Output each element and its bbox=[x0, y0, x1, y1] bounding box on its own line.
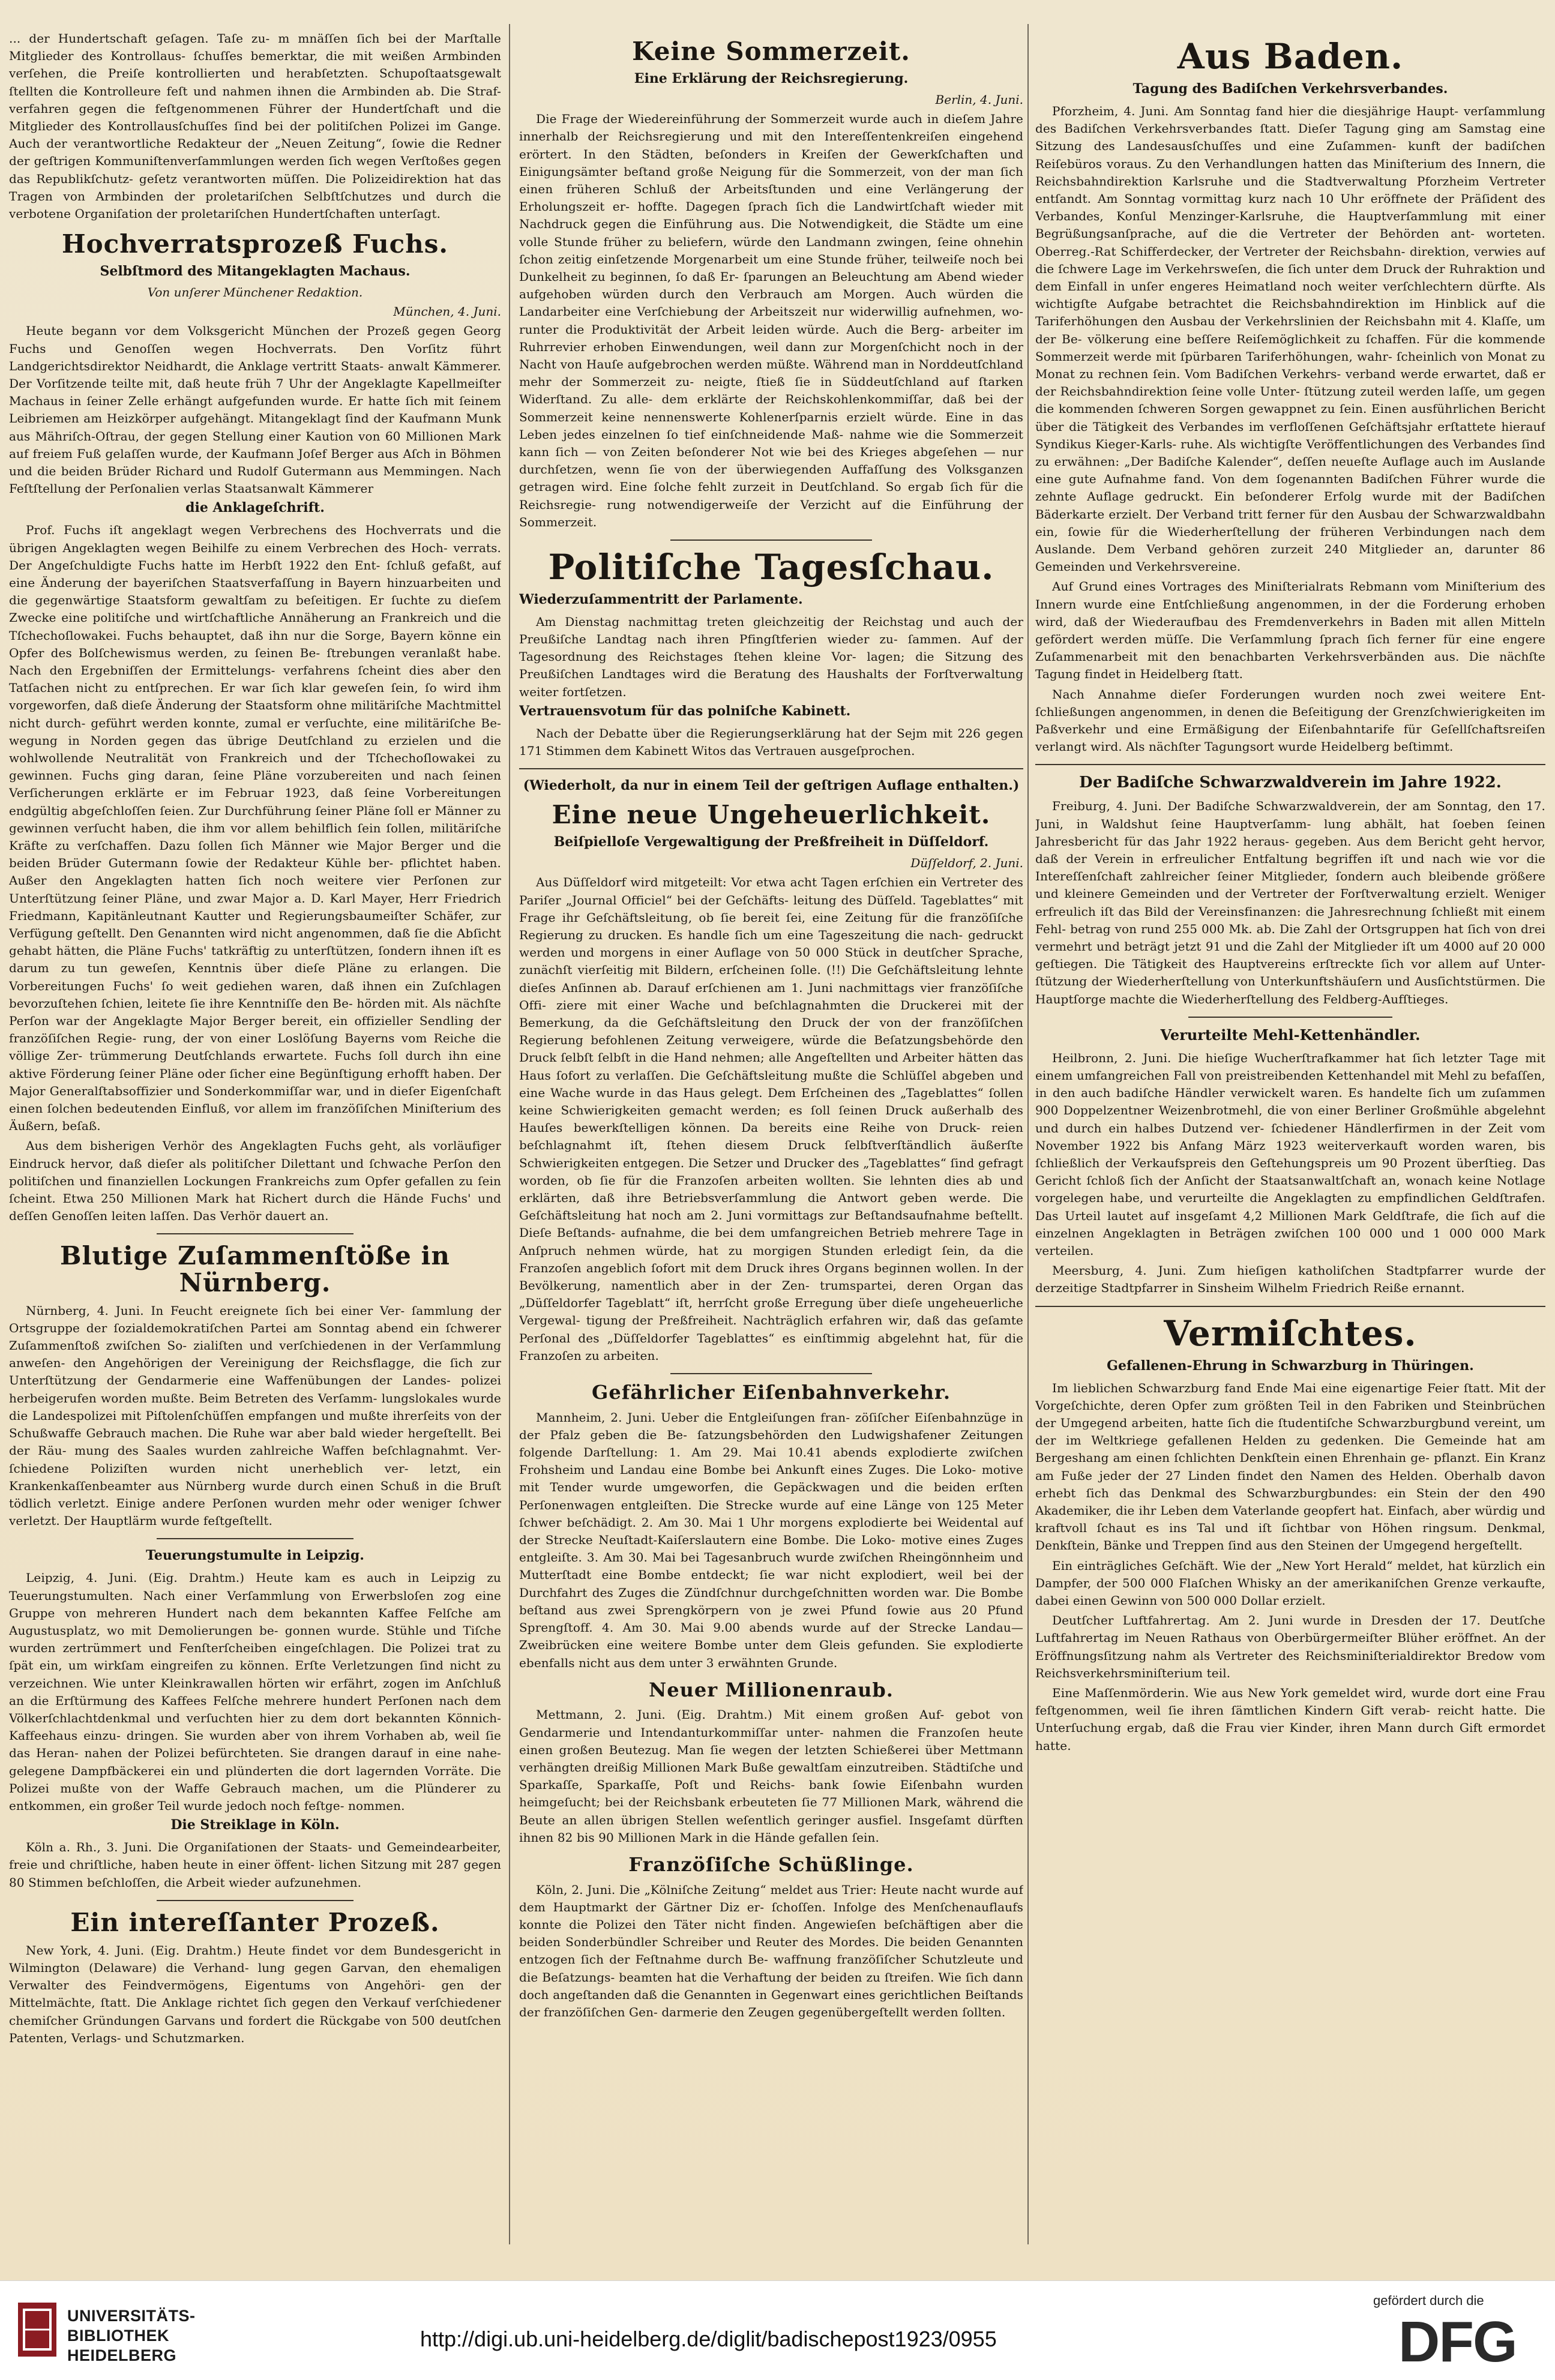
byline: Von unſerer Münchener Redaktion. bbox=[147, 285, 363, 300]
subheadline: Selbſtmord des Mitangeklagten Machaus. bbox=[100, 263, 411, 280]
article-paragraph: New York, 4. Juni. (Eig. Drahtm.) Heute findet vor dem Bundesgericht in Wilmington (Delaware) die Verhand- lung gegen Garvan, den ehemaligen Verwalter des Feindvermögens, Eigentums von Angehöri- gen der Mittelmächte, ſtatt. Die Anklage richtet ſich gegen den Verkauf verſchiedener chemiſcher Gründungen Garvans und fordert die Rückgabe von 500 deutſchen Patenten, Verlags- und Schutzmarken. bbox=[9, 1943, 501, 2045]
article-paragraph: Auf Grund eines Vortrages des Miniſterialrats Rebmann vom Miniſterium des Innern wurde eine Entſchließung angenommen, in der die Forderung erhoben wird, daß der Wiederaufbau des Fremdenverkehrs in Baden mit allen Mitteln gefördert werden müſſe. Die Verſammlung ſprach ſich ferner für eine engere Zuſammenarbeit mit den benachbarten Verkehrsverbänden aus. Die nächſte Tagung findet in Heidelberg ſtatt. bbox=[1035, 579, 1545, 682]
university-library-logo bbox=[18, 2303, 56, 2357]
separator bbox=[1035, 764, 1545, 765]
headline-eisenbahnverkehr: Gefährlicher Eiſenbahnverkehr. bbox=[592, 1381, 951, 1404]
article-paragraph: Heilbronn, 2. Juni. Die hieſige Wucherſtrafkammer hat ſich letzter Tage mit einem umfangreichen Fall von preistreibenden Kettenhandel mit Mehl zu befaſſen, in den auch badiſche Händler verwickelt waren. Es handelte ſich um zuſammen 900 Doppelzentner Weizenbrotmehl, die von einer Berliner Großmühle abgelehnt und durch ein halbes Dutzend ver- ſchiedener Händlerfirmen in der Zeit vom November 1922 bis Anfang März 1923 weiterverkauft worden waren, bis ſchließlich der Verkaufspreis den Geſtehungspreis um 90 Prozent überſtieg. Das Gericht ſchloß ſich der Anſicht der Staatsanwaltſchaft an, wonach keine Notlage vorgelegen habe, und verurteilte die Angeklagten zu empfindlichen Geldſtrafen. Das Urteil lautet auf insgeſamt 4,2 Millionen Mark Geldſtrafe, die ſich auf die einzelnen Angeklagten in Beträgen zwiſchen 100 000 und 1 000 000 Mark verteilen. bbox=[1035, 1050, 1545, 1258]
article-paragraph: Nach Annahme dieſer Forderungen wurden noch zwei weitere Ent- ſchließungen angenommen, in denen die Beſeitigung der Grenzſchwierigkeiten im Paßverkehr und eine Ermäßigung der Eiſenbahntarife für Geſellſchaftsreiſen verlangt wird. Als nächſter Tagungsort wurde Heidelberg beſtimmt. bbox=[1035, 687, 1545, 754]
headline-schwarzwaldverein: Der Badiſche Schwarzwaldverein im Jahre 1922. bbox=[1079, 774, 1502, 792]
subheadline: Gefallenen-Ehrung in Schwarzburg in Thüringen. bbox=[1107, 1357, 1474, 1374]
article-paragraph: Im lieblichen Schwarzburg fand Ende Mai eine eigenartige Feier ſtatt. Mit der Vorgeſchichte, deren Opfer zum größten Teil in den Fabriken und Steinbrüchen der Umgegend arbeiten, hatte ſich die ſtudentiſche Schwarzburgbund vereint, um der im Weltkriege gefallenen Helden zu gedenken. Die Gemeinde hat am Bergeshang am einen ſchlichten Denkſtein einen Ehrenhain ge- pflanzt. Ein Kranz am Fuße jeder der 27 Linden findet den Namen des Helden. Oberhalb davon erhebt ſich das Denkmal des Schwarzburgbundes: ein Stein der den 490 Akademiker, die ihr Leben dem Vaterlande geopfert hat. Einfach, aber würdig und kraftvoll ſchaut es ins Tal und iſt ſichtbar von Höhen ringsum. Denkmal, Denkſtein, Bänke und Treppen ſind aus den Steinen der Umgegend hergeſtellt. bbox=[1035, 1380, 1545, 1553]
headline-ungeheuerlichkeit: Eine neue Ungeheuerlichkeit. bbox=[552, 800, 991, 830]
article-paragraph: Meersburg, 4. Juni. Zum hieſigen katholiſchen Stadtpfarrer wurde der derzeitige Stadtpfarrer in Sinsheim Wilhelm Friedrich Reiße ernannt. bbox=[1035, 1263, 1545, 1296]
column-rule bbox=[509, 24, 510, 2244]
headline-prozess: Ein intereſſanter Prozeß. bbox=[70, 1907, 440, 1937]
separator bbox=[157, 1233, 353, 1234]
subheadline: Eine Erklärung der Reichsregierung. bbox=[634, 71, 909, 87]
viewer-footer bbox=[0, 2280, 1555, 2380]
headline-leipzig: Teuerungstumulte in Leipzig. bbox=[146, 1548, 364, 1564]
article-paragraph: Aus Düſſeldorf wird mitgeteilt: Vor etwa acht Tagen erſchien ein Vertreter des Pariſer „Journal Officiel“ bei der Geſchäfts- leitung des Düſſeld. Tageblattes“ mit Frage ihr Geſchäftsleitung, ob ſie bereit ſei, eine Zeitung für die franzöſiſche Regierung zu drucken. Es handle ſich um eine Tageszeitung die nach- gedruckt werden und morgens in einer Auflage von 50 000 Stück in deutſcher Sprache, zunächſt vierſeitig mit Bildern, erſcheinen ſolle. (!!) Die Geſchäftsleitung lehnte dieſes Anſinnen ab. Darauf erſchienen am 1. Juni nachmittags vier franzöſiſche Offi- ziere mit einer Wache und beſchlagnahmten die Druckerei mit der Bemerkung, da die Geſchäftsleitung den Druck der von der franzöſiſchen Regierung befohlenen Zeitung verweigere, würde die Beſatzungsbehörde den Druck ſelbſt ſelbſt in die Hand nehmen; alle Angeſtellten und Arbeiter hätten das Haus ſofort zu verlaſſen. Die Geſchäftsleitung mußte die Schlüſſel abgeben und eine Wache wurde in das Haus gelegt. Dem Erſcheinen des „Tageblattes“ ſollen keine Schwierigkeiten gemacht werden; es ſoll ſeinen Druck außerhalb des Hauſes bewerkſtelligen können. Da bereits eine Reihe von Druck- reien beſchlagnahmt iſt, ſtehen diesem Druck ſelbſtverſtändlich äußerſte Schwierigkeiten entgegen. Die Setzer und Drucker des „Tageblattes“ ſind gefragt worden, ob ſie für die Franzoſen arbeiten wollten. Sie lehnten dies ab und erklärten, daß ihre Betriebsverſammlung die Antwort geben werde. Die Geſchäftsleitung hat noch am 2. Juni vormittags zur Beſtandsaufnahme beſtellt. Dieſe Beſtands- aufnahme, die bei dem umfangreichen Betrieb mehrere Tage in Anſpruch nehmen würde, hat zu morgigen Stunden erledigt ſein, da die Franzoſen angeblich ſofort mit dem Druck ihres Organs beginnen wollen. In der Bevölkerung, namentlich aber in der Zen- trumspartei, deren Organ das „Düſſeldorfer Tageblatt“ iſt, herrſcht große Erregung über dieſe ungeheuerliche Vergewal- tigung der Preßfreiheit. Nachträglich erfahren wir, daß das geſamte Perſonal des „Düſſeldorfer Tageblattes“ es einſtimmig abgelehnt hat, für die Franzoſen zu arbeiten. bbox=[519, 875, 1023, 1363]
column-rule bbox=[1027, 24, 1029, 2244]
headline-schuesslinge: Franzöſiſche Schüßlinge. bbox=[628, 1853, 914, 1876]
document-url-link[interactable]: http://digi.ub.uni-heidelberg.de/diglit/badischepost1923/0955 bbox=[420, 2327, 997, 2351]
article-paragraph: Am Dienstag nachmittag treten gleichzeitig der Reichstag und auch der Preußiſche Landtag nach ihren Pfingſtferien wieder zu- ſammen. Auf der Tagesordnung des Reichstages ſtehen kleine Vor- lagen; die Sitzung des Preußiſchen Landtages wird die Beratung des Haushalts der Forſtverwaltung weiter fortſetzen. bbox=[519, 614, 1023, 699]
article-paragraph: Köln a. Rh., 3. Juni. Die Organiſationen der Staats- und Gemeindearbeiter, freie und chriſtliche, haben heute in einer öffent- lichen Sitzung mit 287 gegen 80 Stimmen beſchloſſen, die Arbeit wieder aufzunehmen. bbox=[9, 1840, 501, 1890]
column-right bbox=[1035, 30, 1545, 2244]
article-paragraph: Nach der Debatte über die Regierungserklärung hat der Sejm mit 226 gegen 171 Stimmen dem Kabinett Witos das Vertrauen ausgeſprochen. bbox=[519, 726, 1023, 759]
headline-koeln: Die Streiklage in Köln. bbox=[170, 1817, 340, 1833]
subheadline: Beiſpielloſe Vergewaltigung der Preßfreiheit in Düſſeldorf. bbox=[553, 834, 989, 850]
headline-kettenhaendler: Verurteilte Mehl-Kettenhändler. bbox=[1160, 1026, 1421, 1044]
headline-nuernberg: Blutige Zuſammenſtöße in Nürnberg. bbox=[60, 1241, 450, 1297]
article-paragraph: Mettmann, 2. Juni. (Eig. Drahtm.) Mit einem großen Auf- gebot von Gendarmerie und Intendanturkommiſſar unter- nahmen die Franzoſen heute einen großen Beutezug. Man ſie wegen der letzten Schießerei über Mettmann verhängten dreißig Millionen Mark Buße gewaltſam einzutreiben. Städtiſche und Sparkaſſe, Sparkaſſe, Poſt und Reichs- bank ſowie Eiſenbahn wurden heimgeſucht; bei der Reichsbank erbeuteten ſie 77 Millionen Mark, während die Beute an allen übrigen Stellen weſentlich geringer ausfiel. Insgeſamt dürften ihnen 82 bis 90 Millionen Mark in die Hände gefallen ſein. bbox=[519, 1707, 1023, 1845]
separator bbox=[157, 1538, 353, 1539]
university-library-name: UNIVERSITÄTS- BIBLIOTHEK HEIDELBERG bbox=[67, 2307, 196, 2364]
separator bbox=[670, 539, 872, 541]
separator bbox=[1188, 1017, 1392, 1018]
article-intro: ... der Hundertschaft geſagen. Taſe zu- m mnäſſen ſich bei der Marſtalle Mitglieder des Kontrollaus- ſchuſſes bemerktar, die mit weißen Armbinden verſehen, die Preiſe kontrollierten und herabſetzten. Schupoſtaatsgewalt ſtellten die Kontrolleure feſt und nahmen ihnen die Armbinden ab. Die Straf- verfahren gegen die feſtgenommenen Führer der Hundertſchaft und die Mitglieder des Kontrollausſchuſſes ſind bei der politiſchen Polizei im Gange. Auch der verantwortliche Redakteur der „Neuen Zeitung“, ſowie die Redner der geſtrigen Kommuniſtenverſammlungen werden ſich wegen Verſtoßes gegen das Republikſchutz- geſetz verantworten müſſen. Die Polizeidirektion hat das Tragen von Armbinden der proletariſchen Selbſtſchutzes und durch die verbotene Organiſation der proletariſchen Hundertſchaften unterſagt. bbox=[9, 31, 501, 221]
subheadline: Tagung des Badiſchen Verkehrsverbandes. bbox=[1132, 80, 1448, 97]
article-paragraph: Deutſcher Luftfahrertag. Am 2. Juni wurde in Dresden der 17. Deutſche Luftfahrertag im Neuen Rathaus von Oberbürgermeiſter Blüher eröffnet. An der Eröffnungsſitzung nahm als Vertreter des Reichsminiſterialdirektor Bredow vom Reichsverkehrsminiſterium teil. bbox=[1035, 1613, 1545, 1680]
article-paragraph: Aus dem bisherigen Verhör des Angeklagten Fuchs geht, als vorläufiger Eindruck hervor, daß dieſer als politiſcher Dilettant und ſchwache Perſon den politiſchen und finanziellen Lockungen Frankreichs zum Opfer gefallen zu ſein ſcheint. Etwa 250 Millionen Mark hat Richert durch die Hände Fuchs' und deſſen Genoſſen leiten laſſen. Das Verhör dauert an. bbox=[9, 1138, 501, 1224]
dfg-logo: DFG bbox=[1398, 2310, 1517, 2374]
article-paragraph: Pforzheim, 4. Juni. Am Sonntag fand hier die diesjährige Haupt- verſammlung des Badiſchen Verkehrsverbandes ſtatt. Dieſer Tagung ging am Samstag eine Sitzung des Landesausſchuſſes und eine Zuſammen- kunft der badiſchen Reiſebüros voraus. Zu den Verhandlungen hatten das Miniſterium des Innern, die Reichsbahndirektion Karlsruhe und die Stadtverwaltung Pforzheim Vertreter entſandt. Am Sonntag vormittag kurz nach 10 Uhr eröffnete der Präſident des Verbandes, Konſul Menzinger-Karlsruhe, die Hauptverſammlung mit einer Begrüßungsanſprache, auf die die Vertreter der Behörden ant- worteten. Oberreg.-Rat Schifferdecker, der Vertreter der Reichsbahn- direktion, verwies auf die ſchwere Lage im Verkehrsweſen, die ſich unter dem Druck der Ruhraktion und dem Einfall in unſer engeres Heimatland noch weiter verſchlechtern dürfte. Als wichtigſte Aufgabe betrachtet die Reichsbahndirektion im Hinblick auf die Tariferhöhungen den Ausbau der Verkehrslinien der Reichsbahn mit 4. Klaſſe, um der Be- völkerung eine beſſere Reiſemöglichkeit zu ſchaffen. Für die kommende Sommerzeit werde mit ſpürbaren Tariferhöhungen, wahr- ſcheinlich von Monat zu Monat zu rechnen ſein. Vom Badiſchen Verkehrs- verband werde erwartet, daß er der Reichsbahndirektion ſeine volle Unter- ſtützung zuteil werden laſſe, um gegen die kommenden ſchweren Sorgen gewappnet zu ſein. Einen ausführlichen Bericht über die Tätigkeit des Verbandes im verfloſſenen Geſchäftsjahr erſtattete hierauf Syndikus Kieger-Karls- ruhe. Als wichtigſte Veröffentlichungen des Verbandes ſind zu erwähnen: „Der Badiſche Kalender“, deſſen neueſte Auflage auch im Auslande eine gute Aufnahme fand. Von dem ſogenannten Badiſchen Führer wurde die zehnte Auflage gedruckt. Ein beſonderer Erfolg wurde mit der Badiſchen Bäderkarte erzielt. Der Verband tritt ferner für den Ausbau der Schwarzwaldbahn ein, ſowie für die Wiederherſtellung der früheren Verbindungen nach dem Auslande. Dem Verband gehören zurzeit 240 Mitglieder an, darunter 86 Gemeinden und Verkehrsvereine. bbox=[1035, 103, 1545, 574]
article-paragraph: Prof. Fuchs iſt angeklagt wegen Verbrechens des Hochverrats und die übrigen Angeklagten wegen Beihilfe zu einem Verbrechen des Hoch- verrats. Der Angeſchuldigte Fuchs hatte im Herbſt 1922 den Ent- ſchluß gefaßt, auf eine Änderung der bayeriſchen Staatsverfaſſung in Bayern hinzuarbeiten und die gegenwärtige Staatsform gewaltſam zu beſeitigen. Er ſuchte zu dieſem Zwecke eine politiſche und wirtſchaftliche Annäherung an Frankreich und die Tſchechoſlowakei. Fuchs behauptet, daß ihn nur die Sorge, Bayern könne ein Opfer des Bolſchewismus werden, zu ſeinen Be- ſtrebungen veranlaßt habe. Nach den Ergebniſſen der Ermittelungs- verfahrens ſcheint dies aber den Tatſachen nicht zu entſprechen. Er war ſich klar geweſen ſein, ſo wird ihm vorgeworfen, daß dieſe Änderung der Staatsform ohne militäriſche Machtmittel nicht durch- geführt werden konnte, zumal er verſuchte, eine militäriſche Be- wegung in Norden gegen das übrige Deutſchland zu erzielen und die wohlwollende Neutralität von Frankreich und der Tſchechoſlowakei zu gewinnen. Fuchs ging daran, ſeine Pläne vorzubereiten und nach ſeinen Verſicherungen erklärte er im Februar 1923, daß ſeine Vorbereitungen endgültig abgeſchloſſen ſeien. Zur Durchführung ſeiner Pläne ſoll er Männer zu gewinnen verſucht haben, die ihm vor allem behilflich ſein ſollen, militäriſche Kräfte zu verſchaffen. Dazu ſollen ſich Männer wie Major Berger und die beiden Brüder Gutermann ſowie der Redakteur Kühle ber- pflichtet haben. Außer den Angeklagten hatten ſich noch weitere vier Perſonen zur Unterſtützung ſeiner Pläne, und zwar Major a. D. Karl Mayer, Herr Friedrich Friedmann, Kapitänleutnant Kautter und Regierungsbaumeiſter Schäfer, zur Verfügung geſtellt. Den Genannten wird nicht angenommen, daß ſie die Abſicht gehabt hätten, die Pläne Fuchs' tatkräftig zu unterſtützen, ſondern ihnen iſt es darum zu tun geweſen, Kenntnis über dieſe Pläne zu erlangen. Die Vorbereitungen Fuchs' ſo weit gediehen waren, daß ihnen ein Zuſchlagen bevorzuſtehen ſchien, leitete ſie ihre Kenntniſſe den Be- hörden mit. Als nächſte Perſon war der Angeklagte Major Berger bereit, ein offizieller Sendling der franzöſiſchen Regie- rung, der von einer Loslöſung Bayerns vom Reiche die völlige Zer- trümmerung Deutſchlands erwartete. Fuchs ſoll durch ihn eine aktive Förderung ſeiner Pläne oder ſicher eine Begünſtigung erhofft haben. Der Major Generalſtabsoffizier und Sonderkommiſſar war, und in dieſer Eigenſchaft einen ſolchen bedeutenden Einfluß, vor allem im franzöſiſchen Miniſterium des Äußern, beſaß. bbox=[9, 523, 501, 1134]
subheadline: Vertrauensvotum für das polniſche Kabinett. bbox=[519, 703, 851, 719]
separator bbox=[157, 1900, 353, 1901]
headline-sommerzeit: Keine Sommerzeit. bbox=[632, 37, 910, 66]
headline-tagesschau: Politiſche Tagesſchau. bbox=[548, 546, 994, 587]
article-paragraph: Freiburg, 4. Juni. Der Badiſche Schwarzwaldverein, der am Sonntag, den 17. Juni, in Waldshut ſeine Hauptverſamm- lung abhält, hat ſoeben ſeinen Jahresbericht für das Jahr 1922 heraus- gegeben. Aus dem Bericht geht hervor, daß der Verein in erfreulicher Entfaltung begriffen iſt und nach wie vor die Intereſſenſchaft zahlreicher ſeiner Mitglieder, ſondern auch bleibende größere und kleinere Gemeinden und der Vertreter der Forſtverwaltung erzielt. Weniger erfreulich iſt das Bild der Vereinsfinanzen: die Jahresrechnung ſchließt mit einem Fehl- betrag von rund 255 000 Mk. ab. Die Zahl der Ortsgruppen hat ſich von drei vermehrt und beträgt jetzt 91 und die Zahl der Mitglieder iſt um 4000 auf 20 000 geſtiegen. Die Tätigkeit des Hauptvereins erſtreckte ſich vor allem auf Unter- ſtützung der Wiederherſtellung von Unterkunftshäuſern und Ausſichtstürmen. Die Hauptſorge machte die Wiederherſtellung des Feldberg-Aufſtieges. bbox=[1035, 799, 1545, 1006]
dateline: Berlin, 4. Juni. bbox=[935, 92, 1023, 107]
headline-hochverratsprozess: Hochverratsprozeß Fuchs. bbox=[61, 229, 449, 259]
headline-millionenraub: Neuer Millionenraub. bbox=[649, 1678, 894, 1701]
note-repeated: (Wiederholt, da nur in einem Teil der geſtrigen Auflage enthalten.) bbox=[523, 778, 1020, 794]
subheadline: die Anklageſchrift. bbox=[185, 500, 325, 516]
funding-note: gefördert durch die bbox=[1373, 2293, 1484, 2308]
article-paragraph: Mannheim, 2. Juni. Ueber die Entgleiſungen fran- zöſiſcher Eiſenbahnzüge in der Pfalz geben die Be- ſatzungsbehörden den Ludwigshafener Zeitungen folgende Darſtellung: 1. Am 29. Mai 10.41 abends explodierte zwiſchen Frohsheim und Landau eine Bombe bei Ankunft eines Zuges. Die Loko- motive mit Tender wurde umgeworfen, die Gepäckwagen und die beiden erſten Perſonenwagen entgleiſten. Die Strecke wurde auf eine Länge von 125 Meter ſchwer beſchädigt. 2. Am 30. Mai 1 Uhr morgens explodierte bei Weidental auf der Strecke Neuſtadt-Kaiſerslautern eine Bombe. Die Loko- motive eines Zuges entgleiſte. 3. Am 30. Mai bei Tagesanbruch wurde zwiſchen Rheingönnheim und Mutterſtadt eine Bombe entdeckt; ſie war nicht explodiert, weil bei der Durchfahrt des Zuges die Zündſchnur durchgeſchnitten worden war. Die Bombe beſtand aus zwei Sprengkörpern von je zwei Pfund ſowie aus 20 Pfund Sprengſtoff. 4. Am 30. Mai 9.00 abends wurde auf der Strecke Landau— Zweibrücken eine weitere Bombe unter dem Gleis gefunden. Sie explodierte ebenfalls nicht aus dem unter 3 erwähnten Grunde. bbox=[519, 1410, 1023, 1670]
dateline: Düſſeldorf, 2. Juni. bbox=[910, 856, 1023, 871]
dateline: München, 4. Juni. bbox=[393, 304, 501, 319]
column-middle bbox=[519, 30, 1023, 2244]
subheadline: Wiederzuſammentritt der Parlamente. bbox=[519, 591, 803, 607]
column-left bbox=[9, 30, 501, 2244]
article-paragraph: Ein einträgliches Geſchäft. Wie der „New Yort Herald“ meldet, hat kürzlich ein Dampfer, der 500 000 Flaſchen Whisky an der amerikaniſchen Grenze verkaufte, dabei einen Gewinn von 500 000 Dollar erzielt. bbox=[1035, 1558, 1545, 1608]
separator bbox=[670, 1373, 872, 1374]
article-paragraph: Eine Maſſenmörderin. Wie aus New York gemeldet wird, wurde dort eine Frau feſtgenommen, weil ſie ihren ſämtlichen Kindern Gift verab- reicht hatte. Die Unterſuchung ergab, daß die Frau vier Kinder, ihren Mann durch Gift ermordet hatte. bbox=[1035, 1686, 1545, 1753]
article-paragraph: Leipzig, 4. Juni. (Eig. Drahtm.) Heute kam es auch in Leipzig zu Teuerungstumulten. Nach einer Verſammlung von Erwerbsloſen zog eine Gruppe von mehreren Hundert nach dem bekannten Kaffee Felſche am Augustusplatz, wo mit Demolierungen be- gonnen wurde. Stühle und Tiſche wurden zertrümmert und Fenſterſcheiben eingeſchlagen. Die Polizei trat zu ſpät ein, um wirkſam eingreifen zu können. Erſte Verletzungen ſind nicht zu verzeichnen. Wie unter Kleinkrawallen hörten wir erfährt, zogen im Anſchluß an die Erſtürmung des Kaffees Felſche mehrere hundert Perſonen nach dem Völkerſchlachtdenkmal und verſuchten hier zu dem dort bekannten Könnich-Kaffeehaus einzu- dringen. Sie wurden aber von ihrem Vorhaben ab, weil ſie das Heran- nahen der Polizei befürchteten. Sie drangen darauf in eine nahe- gelegene Dampfbäckerei ein und plünderten die dort lagernden Vorräte. Die Polizei mußte von der Waffe Gebrauch machen, um die Plünderer zu entkommen, ein großer Teil wurde jedoch noch feſtge- nommen. bbox=[9, 1570, 501, 1813]
headline-vermischtes: Vermiſchtes. bbox=[1164, 1312, 1417, 1354]
separator bbox=[1035, 1306, 1545, 1307]
headline-aus-baden: Aus Baden. bbox=[1177, 36, 1404, 77]
article-paragraph: Nürnberg, 4. Juni. In Feucht ereignete ſich bei einer Ver- ſammlung der Ortsgruppe der ſozialdemokratiſchen Partei am Sonntag abend ein ſchwerer Zuſammenſtoß zwiſchen So- zialiſten und verſchiedenen in der Verſammlung anweſen- den Angehörigen der Vereinigung der Reichsflagge, die ſich zur Unterſtützung der Gendarmerie eine Waffenübungen der Landes- polizei herbeigerufen worden mußte. Beim Betreten des Verſamm- lungslokales wurde die Landespolizei mit Piſtolenſchüſſen empfangen und mußte ihrerſeits von der Schußwaffe Gebrauch machen. Die Ruhe war aber bald wieder hergeſtellt. Bei der Räu- mung des Saales wurden zahlreiche Waffen beſchlagnahmt. Ver- ſchiedene Poliziſten wurden nicht unerheblich ver- letzt, ein Krankenkaſſenbeamter aus Nürnberg wurde durch einen Schuß in die Bruſt tödlich verletzt. Einige andere Perſonen wurden mehr oder weniger ſchwer verletzt. Der Hauptlärm wurde feſtgeſtellt. bbox=[9, 1303, 501, 1528]
article-paragraph: Die Frage der Wiedereinführung der Sommerzeit wurde auch in dieſem Jahre innerhalb der Reichsregierung und mit den Intereſſentenkreiſen eingehend erörtert. In den Städten, beſonders in Kreiſen der Gewerkſchaften und Einigungsämter beſtand große Neigung für die Sommerzeit, von der man ſich einen früheren Schluß der Arbeitsſtunden und eine Verlängerung der Erholungszeit er- hoffte. Dagegen ſprach ſich die Landwirtſchaft wieder mit Nachdruck gegen die Einführung aus. Die Notwendigkeit, die Städte um eine volle Stunde früher zu beliefern, würde den Landmann zwingen, ſeine ohnehin ſchon zeitig einſetzende Morgenarbeit um eine Stunde früher, teilweiſe noch bei Dunkelheit zu beginnen, ſo daß Er- ſparungen an Beleuchtung am Abend wieder aufgehoben würden durch den Verbrauch am Morgen. Auch würden die Landarbeiter eine Verſchiebung der Arbeitszeit nur widerwillig aufnehmen, wo- runter die Produktivität der Arbeit leiden würde. Auch die Berg- arbeiter im Ruhrrevier erhoben Einwendungen, weil dann zur Morgenſchicht noch in der Nacht von Hauſe aufgebrochen werden müßte. Während man in Norddeutſchland mehr der Sommerzeit zu- neigte, ſtieß ſie in Süddeutſchland auf ſtarken Widerſtand. Zu alle- dem erklärte der Reichskohlenkommiſſar, daß bei der Sommerzeit keine nennenswerte Kohlenerſparnis erzielt würde. Eine in das Leben jedes einzelnen ſo tief einſchneidende Maß- nahme wie die Sommerzeit kann ſich — von Zeiten beſonderer Not wie bei des Krieges abgeſehen — nur durchſetzen, wenn ſie von der überwiegenden Auffaſſung des Volksganzen getragen wird. Eine ſolche fehlt zurzeit in Deutſchland. So ergab ſich für die Reichsregie- rung notwendigerweiſe der Verzicht auf die Einführung der Sommerzeit. bbox=[519, 112, 1023, 529]
separator bbox=[519, 768, 1023, 769]
article-paragraph: Köln, 2. Juni. Die „Kölniſche Zeitung“ meldet aus Trier: Heute nacht wurde auf dem Hauptmarkt der Gärtner Diz er- ſchoſſen. Infolge des Menſchenauflaufs konnte die Polizei den Täter nicht finden. Angewieſen beſchäftigen aber die beiden Sonderbündler Schreiber und Reuter des Mordes. Die beiden Genannten entzogen ſich der Feſtnahme durch Be- waffnung franzöſiſcher Schutzleute und die Beſatzungs- beamten hat die Verhaftung der beiden zu ſtreifen. Wie ſich dann doch angeſtanden daß die Genannten in Gegenwart eines gerichtlichen Beiſtands der franzöſiſchen Gen- darmerie den Zeugen gegenübergeſtellt werden ſollten. bbox=[519, 1882, 1023, 2019]
article-paragraph: Heute begann vor dem Volksgericht München der Prozeß gegen Georg Fuchs und Genoſſen wegen Hochverrats. Den Vorſitz führt Landgerichtsdirektor Neidhardt, die Anklage vertritt Staats- anwalt Kämmerer. Der Vorſitzende teilte mit, daß heute früh 7 Uhr der Angeklagte Kapellmeiſter Machaus in ſeiner Zelle erhängt aufgefunden wurde. Er hatte ſich mit ſeinem Leibriemen am Heizkörper aufgehängt. Mitangeklagt ſind der Kaufmann Munk aus Mähriſch-Oſtrau, der gegen Stellung einer Kaution von 60 Millionen Mark auf freiem Fuß gelaſſen wurde, der Kaufmann Joſef Berger aus Aſch in Böhmen und die beiden Brüder Richard und Rudolf Gutermann aus Memmingen. Nach Feſtſtellung der Perſonalien verlas Staatsanwalt Kämmerer bbox=[9, 323, 501, 496]
